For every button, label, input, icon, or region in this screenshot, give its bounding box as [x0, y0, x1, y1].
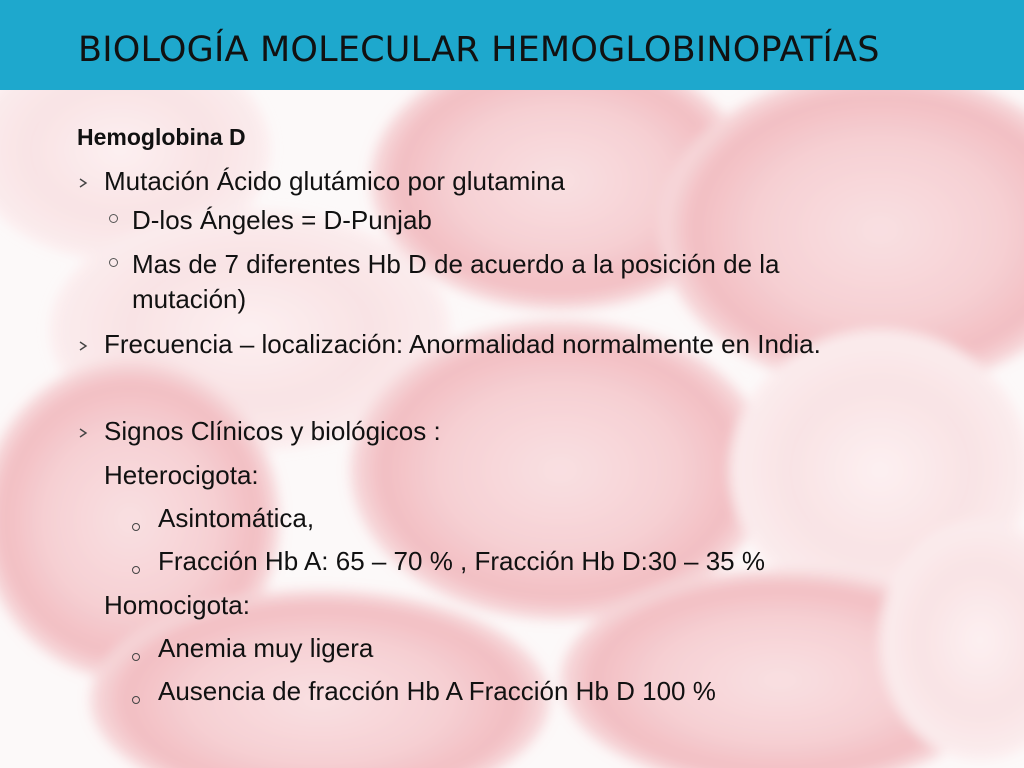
small-circle-icon	[132, 696, 140, 704]
bullet-item: Frecuencia – localización: Anormalidad normalmente en India.	[104, 329, 821, 359]
bullet-item: Mutación Ácido glutámico por glutamina	[104, 166, 566, 196]
arrow-icon	[78, 341, 88, 351]
ring-icon	[109, 258, 118, 267]
sub-bullet-item: Anemia muy ligera	[158, 633, 374, 663]
small-circle-icon	[132, 523, 140, 531]
ring-icon	[109, 214, 118, 223]
group-label: Heterocigota:	[104, 460, 259, 490]
section-heading: Hemoglobina D	[77, 124, 246, 150]
sub-bullet-continuation: mutación)	[132, 284, 247, 314]
sub-bullet-item: Ausencia de fracción Hb A Fracción Hb D 100 %	[158, 676, 716, 706]
small-circle-icon	[132, 566, 140, 574]
sub-bullet-item: Mas de 7 diferentes Hb D de acuerdo a la posición de la	[132, 249, 780, 279]
arrow-icon	[78, 178, 88, 188]
small-circle-icon	[132, 653, 140, 661]
bullet-item: Signos Clínicos y biológicos :	[104, 416, 441, 446]
sub-bullet-item: Fracción Hb A: 65 – 70 % , Fracción Hb D:30 – 35 %	[158, 546, 765, 576]
slide-title: BIOLOGÍA MOLECULAR HEMOGLOBINOPATÍAS	[78, 30, 880, 70]
sub-bullet-item: D-los Ángeles = D-Punjab	[132, 205, 432, 235]
arrow-icon	[78, 428, 88, 438]
sub-bullet-item: Asintomática,	[158, 503, 315, 533]
group-label: Homocigota:	[104, 590, 250, 620]
